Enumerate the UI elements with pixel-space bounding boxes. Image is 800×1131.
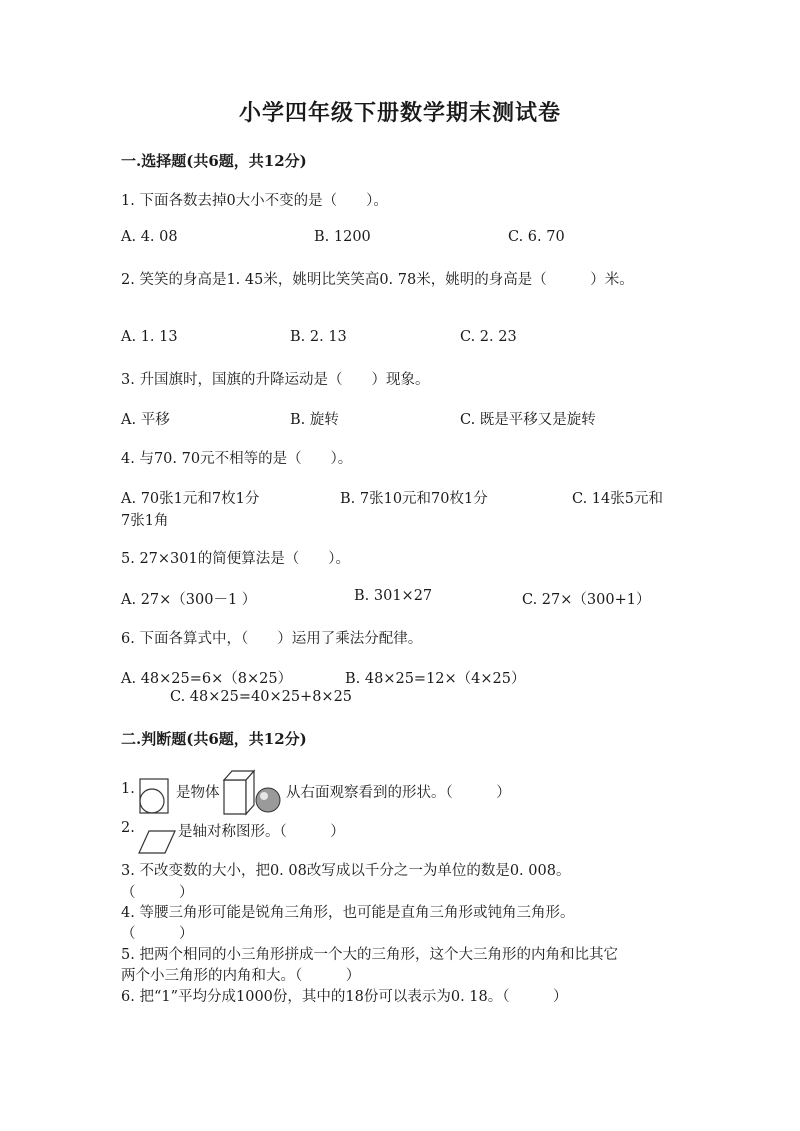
judge-2-number: 2. xyxy=(121,820,135,836)
question-6-option-b: B. 48×25=12×（4×25） xyxy=(345,671,526,687)
judge-4-answer-blank: （ ） xyxy=(121,926,194,942)
parallelogram-figure xyxy=(137,828,177,856)
cube-with-ball-figure xyxy=(220,766,284,818)
question-5-option-a: A. 27×（300－1 ） xyxy=(121,592,257,608)
judge-4-text: 4. 等腰三角形可能是锐角三角形，也可能是直角三角形或钝角三角形。 xyxy=(121,905,575,921)
question-3-option-c: C. 既是平移又是旋转 xyxy=(460,412,596,428)
question-1-stem: 1. 下面各数去掉0大小不变的是（ ）。 xyxy=(121,193,388,209)
judge-3-text: 3. 不改变数的大小，把0. 08改写成以千分之一为单位的数是0. 008。 xyxy=(121,863,571,879)
question-2-option-a: A. 1. 13 xyxy=(121,329,178,345)
question-2-stem: 2. 笑笑的身高是1. 45米，姚明比笑笑高0. 78米，姚明的身高是（ ）米。 xyxy=(121,272,634,288)
page-title: 小学四年级下册数学期末测试卷 xyxy=(238,100,561,126)
question-4-stem: 4. 与70. 70元不相等的是（ ）。 xyxy=(121,451,353,467)
question-6-stem: 6. 下面各算式中，（ ）运用了乘法分配律。 xyxy=(121,631,423,647)
circle-in-square-figure xyxy=(137,776,171,816)
section-heading-judgement: 二.判断题(共6题，共12分) xyxy=(121,730,307,748)
question-5-option-b: B. 301×27 xyxy=(354,588,433,604)
judge-5-text-continued: 两个小三角形的内角和大。（ ） xyxy=(121,968,361,984)
question-5-stem: 5. 27×301的简便算法是（ ）。 xyxy=(121,551,350,567)
question-4-option-c: C. 14张5元和 xyxy=(572,491,663,507)
question-4-option-c-continued: 7张1角 xyxy=(121,513,169,529)
section-heading-choice: 一.选择题(共6题，共12分) xyxy=(121,152,307,170)
judge-1-middle-text: 是物体 xyxy=(176,785,220,801)
question-3-stem: 3. 升国旗时，国旗的升降运动是（ ）现象。 xyxy=(121,372,430,388)
question-3-option-b: B. 旋转 xyxy=(290,412,339,428)
judge-5-text: 5. 把两个相同的小三角形拼成一个大的三角形，这个大三角形的内角和比其它 xyxy=(121,947,618,963)
question-1-option-b: B. 1200 xyxy=(314,229,371,245)
question-3-option-a: A. 平移 xyxy=(121,412,170,428)
question-4-option-b: B. 7张10元和70枚1分 xyxy=(340,491,488,507)
judge-3-answer-blank: （ ） xyxy=(121,885,194,901)
question-6-option-c: C. 48×25=40×25+8×25 xyxy=(170,689,353,705)
judge-1-number: 1. xyxy=(121,781,135,797)
judge-2-end-text: 是轴对称图形。（ ） xyxy=(178,824,345,840)
question-2-option-b: B. 2. 13 xyxy=(290,329,347,345)
question-1-option-c: C. 6. 70 xyxy=(508,229,565,245)
question-1-option-a: A. 4. 08 xyxy=(121,229,178,245)
question-2-option-c: C. 2. 23 xyxy=(460,329,517,345)
judge-1-end-text: 从右面观察看到的形状。（ ） xyxy=(286,785,511,801)
question-4-option-a: A. 70张1元和7枚1分 xyxy=(121,491,260,507)
question-5-option-c: C. 27×（300+1） xyxy=(522,592,651,608)
judge-6-text: 6. 把“1”平均分成1000份，其中的18份可以表示为0. 18。（ ） xyxy=(121,989,568,1005)
question-6-option-a: A. 48×25=6×（8×25） xyxy=(121,671,293,687)
